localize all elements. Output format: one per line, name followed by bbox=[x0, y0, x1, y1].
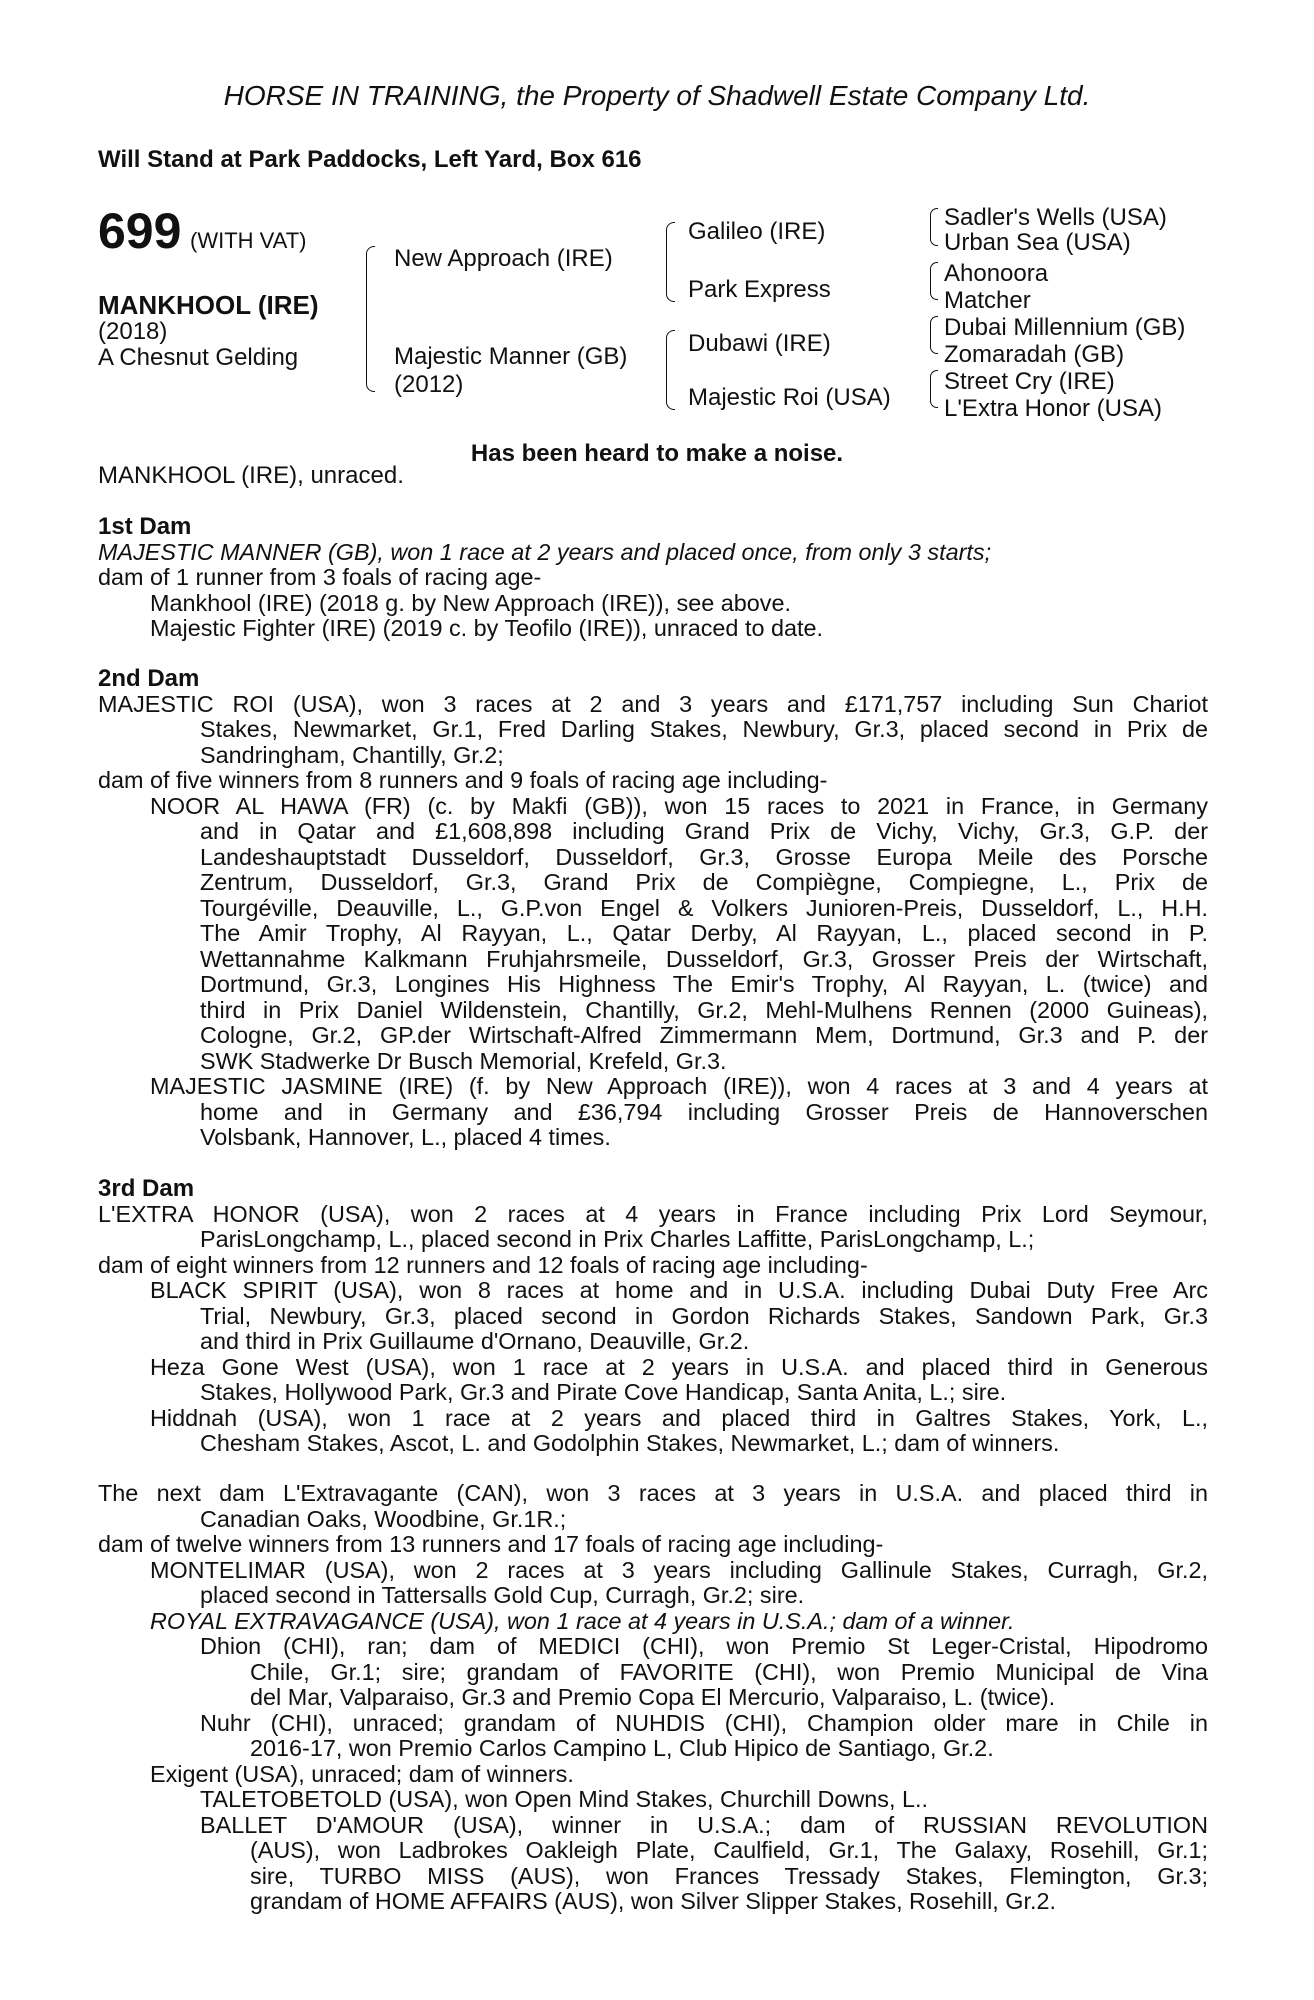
pedigree-dam: Majestic Manner (GB) bbox=[394, 343, 628, 370]
pedigree-brace-g3 bbox=[930, 316, 938, 354]
produce-entry: ROYAL EXTRAVAGANCE (USA), won 1 race at 4 years in U.S.A.; dam of a winner. bbox=[150, 1607, 1015, 1634]
produce-entry: Tourgéville, Deauville, L., G.P.von Engel & Volkers Junioren-Preis, Dusseldorf, L., H.H. bbox=[200, 894, 1208, 921]
pedigree-brace-g2 bbox=[930, 262, 938, 300]
pedigree-brace-dam bbox=[666, 330, 675, 410]
stand-location: Will Stand at Park Paddocks, Left Yard, Box 616 bbox=[98, 146, 642, 173]
produce-entry: and in Qatar and £1,608,898 including Grand Prix de Vichy, Vichy, Gr.3, G.P. der bbox=[200, 818, 1208, 844]
produce-entry: home and in Germany and £36,794 including Grosser Preis de Hannoverschen bbox=[200, 1098, 1208, 1125]
produce-entry: grandam of HOME AFFAIRS (AUS), won Silver Slipper Stakes, Rosehill, Gr.2. bbox=[250, 1888, 1056, 1914]
pedigree-g3-2: Urban Sea (USA) bbox=[944, 229, 1131, 256]
produce-entry: Nuhr (CHI), unraced; grandam of NUHDIS (CHI), Champion older mare in Chile in bbox=[200, 1709, 1208, 1736]
pedigree-g3-8: L'Extra Honor (USA) bbox=[944, 395, 1162, 422]
third-dam-section bbox=[98, 1176, 1208, 1457]
pedigree-g3-5: Dubai Millennium (GB) bbox=[944, 314, 1186, 341]
produce-entry: NOOR AL HAWA (FR) (c. by Makfi (GB)), won 15 races to 2021 in France, in Germany bbox=[150, 792, 1208, 819]
pedigree-g3-6: Zomaradah (GB) bbox=[944, 341, 1125, 368]
pedigree-brace-g4 bbox=[930, 370, 938, 408]
dam-entry: Sandringham, Chantilly, Gr.2; bbox=[200, 741, 504, 768]
produce-entry: Hiddnah (USA), won 1 race at 2 years and placed third in Galtres Stakes, York, L., bbox=[150, 1404, 1208, 1431]
produce-entry: (AUS), won Ladbrokes Oakleigh Plate, Caulfield, Gr.1, The Galaxy, Rosehill, Gr.1; bbox=[250, 1837, 1208, 1863]
produce-entry: Dortmund, Gr.3, Longines His Highness The Emir's Trophy, Al Rayyan, L. (twice) and bbox=[200, 971, 1208, 997]
produce-entry: Stakes, Hollywood Park, Gr.3 and Pirate Cove Handicap, Santa Anita, L.; sire. bbox=[200, 1379, 1007, 1405]
section-heading: 3rd Dam bbox=[98, 1175, 195, 1202]
produce-entry: Exigent (USA), unraced; dam of winners. bbox=[150, 1760, 574, 1787]
pedigree-brace-g1 bbox=[930, 208, 938, 246]
racing-record: MANKHOOL (IRE), unraced. bbox=[98, 462, 404, 489]
produce-entry: Landeshauptstadt Dusseldorf, Dusseldorf, Gr.3, Grosse Europa Meile des Porsche bbox=[200, 843, 1208, 870]
next-dam-section bbox=[98, 1481, 1208, 1915]
pedigree-sire-sire: Galileo (IRE) bbox=[688, 218, 826, 245]
pedigree-brace-sire bbox=[666, 222, 675, 302]
produce-entry: placed second in Tattersalls Gold Cup, Curragh, Gr.2; sire. bbox=[200, 1582, 805, 1608]
horse-year: (2018) bbox=[98, 318, 168, 345]
noise-warning: Has been heard to make a noise. bbox=[470, 440, 844, 467]
dam-produce-summary: dam of twelve winners from 13 runners and 17 foals of racing age including- bbox=[98, 1531, 884, 1557]
pedigree-brace-main bbox=[366, 246, 375, 392]
produce-entry: Heza Gone West (USA), won 1 race at 2 years in U.S.A. and placed third in Generous bbox=[150, 1353, 1208, 1380]
dam-entry: MAJESTIC ROI (USA), won 3 races at 2 and 3 years and £171,757 including Sun Chariot bbox=[98, 690, 1208, 717]
produce-entry: BALLET D'AMOUR (USA), winner in U.S.A.; dam of RUSSIAN REVOLUTION bbox=[200, 1811, 1208, 1838]
dam-entry: MAJESTIC MANNER (GB), won 1 race at 2 years and placed once, from only 3 starts; bbox=[98, 538, 992, 565]
produce-entry: Dhion (CHI), ran; dam of MEDICI (CHI), won Premio St Leger-Cristal, Hipodromo bbox=[200, 1633, 1208, 1659]
produce-entry: del Mar, Valparaiso, Gr.3 and Premio Copa El Mercurio, Valparaiso, L. (twice). bbox=[250, 1684, 1056, 1710]
produce-entry: MONTELIMAR (USA), won 2 races at 3 years including Gallinule Stakes, Curragh, Gr.2, bbox=[150, 1556, 1208, 1583]
pedigree-dam-year: (2012) bbox=[394, 371, 464, 398]
lot-number: 699 bbox=[98, 203, 182, 259]
dam-entry: L'EXTRA HONOR (USA), won 2 races at 4 years in France including Prix Lord Seymour, bbox=[98, 1200, 1208, 1227]
dam-entry: ParisLongchamp, L., placed second in Prix Charles Laffitte, ParisLongchamp, L.; bbox=[200, 1226, 1035, 1252]
produce-entry: Trial, Newbury, Gr.3, placed second in Gordon Richards Stakes, Sandown Park, Gr.3 bbox=[200, 1302, 1208, 1329]
produce-entry: The Amir Trophy, Al Rayyan, L., Qatar Derby, Al Rayyan, L., placed second in P. bbox=[200, 920, 1208, 946]
pedigree-dam-sire: Dubawi (IRE) bbox=[688, 330, 831, 357]
section-heading: 1st Dam bbox=[98, 513, 192, 540]
first-dam-section bbox=[98, 514, 1208, 642]
dam-entry: Stakes, Newmarket, Gr.1, Fred Darling Stakes, Newbury, Gr.3, placed second in Prix de bbox=[200, 716, 1208, 742]
page-title: HORSE IN TRAINING, the Property of Shadwell Estate Company Ltd. bbox=[223, 80, 1091, 111]
vat-note: (WITH VAT) bbox=[190, 228, 307, 253]
dam-entry: The next dam L'Extravagante (CAN), won 3 races at 3 years in U.S.A. and placed third in bbox=[98, 1480, 1208, 1506]
pedigree-g3-1: Sadler's Wells (USA) bbox=[944, 204, 1167, 231]
second-dam-section bbox=[98, 666, 1208, 1151]
produce-entry: Majestic Fighter (IRE) (2019 c. by Teofilo (IRE)), unraced to date. bbox=[150, 615, 823, 641]
horse-name: MANKHOOL (IRE) bbox=[98, 290, 319, 320]
produce-entry: Chile, Gr.1; sire; grandam of FAVORITE (CHI), won Premio Municipal de Vina bbox=[250, 1658, 1208, 1685]
pedigree-g3-3: Ahonoora bbox=[944, 260, 1049, 287]
produce-entry: third in Prix Daniel Wildenstein, Chantilly, Gr.2, Mehl-Mulhens Rennen (2000 Guineas), bbox=[200, 996, 1208, 1023]
dam-produce-summary: dam of 1 runner from 3 foals of racing age- bbox=[98, 564, 542, 590]
produce-entry: 2016-17, won Premio Carlos Campino L, Club Hipico de Santiago, Gr.2. bbox=[250, 1735, 994, 1761]
produce-entry: BLACK SPIRIT (USA), won 8 races at home and in U.S.A. including Dubai Duty Free Arc bbox=[150, 1277, 1208, 1303]
horse-description: A Chesnut Gelding bbox=[98, 344, 299, 371]
produce-entry: Volsbank, Hannover, L., placed 4 times. bbox=[200, 1124, 611, 1150]
produce-entry: MAJESTIC JASMINE (IRE) (f. by New Approach (IRE)), won 4 races at 3 and 4 years at bbox=[150, 1073, 1208, 1099]
pedigree-g3-7: Street Cry (IRE) bbox=[944, 368, 1115, 395]
dam-produce-summary: dam of five winners from 8 runners and 9 foals of racing age including- bbox=[98, 767, 828, 793]
produce-entry: Chesham Stakes, Ascot, L. and Godolphin Stakes, Newmarket, L.; dam of winners. bbox=[200, 1430, 1060, 1456]
dam-produce-summary: dam of eight winners from 12 runners and 12 foals of racing age including- bbox=[98, 1251, 868, 1278]
produce-entry: SWK Stadwerke Dr Busch Memorial, Krefeld, Gr.3. bbox=[200, 1047, 727, 1074]
produce-entry: TALETOBETOLD (USA), won Open Mind Stakes, Churchill Downs, L.. bbox=[200, 1786, 928, 1812]
dam-entry: Canadian Oaks, Woodbine, Gr.1R.; bbox=[200, 1505, 567, 1532]
produce-entry: sire, TURBO MISS (AUS), won Frances Tressady Stakes, Flemington, Gr.3; bbox=[250, 1862, 1208, 1889]
section-heading: 2nd Dam bbox=[98, 665, 200, 692]
produce-entry: Mankhool (IRE) (2018 g. by New Approach (IRE)), see above. bbox=[150, 589, 791, 616]
pedigree-dam-dam: Majestic Roi (USA) bbox=[688, 384, 891, 411]
produce-entry: Zentrum, Dusseldorf, Gr.3, Grand Prix de Compiègne, Compiegne, L., Prix de bbox=[200, 869, 1208, 895]
pedigree-sire: New Approach (IRE) bbox=[394, 245, 613, 272]
pedigree-sire-dam: Park Express bbox=[688, 276, 831, 303]
produce-entry: Cologne, Gr.2, GP.der Wirtschaft-Alfred Zimmermann Mem, Dortmund, Gr.3 and P. der bbox=[200, 1022, 1208, 1048]
pedigree-g3-4: Matcher bbox=[944, 287, 1031, 314]
produce-entry: and third in Prix Guillaume d'Ornano, Deauville, Gr.2. bbox=[200, 1328, 750, 1354]
produce-entry: Wettannahme Kalkmann Fruhjahrsmeile, Dusseldorf, Gr.3, Grosser Preis der Wirtschaft, bbox=[200, 945, 1208, 972]
